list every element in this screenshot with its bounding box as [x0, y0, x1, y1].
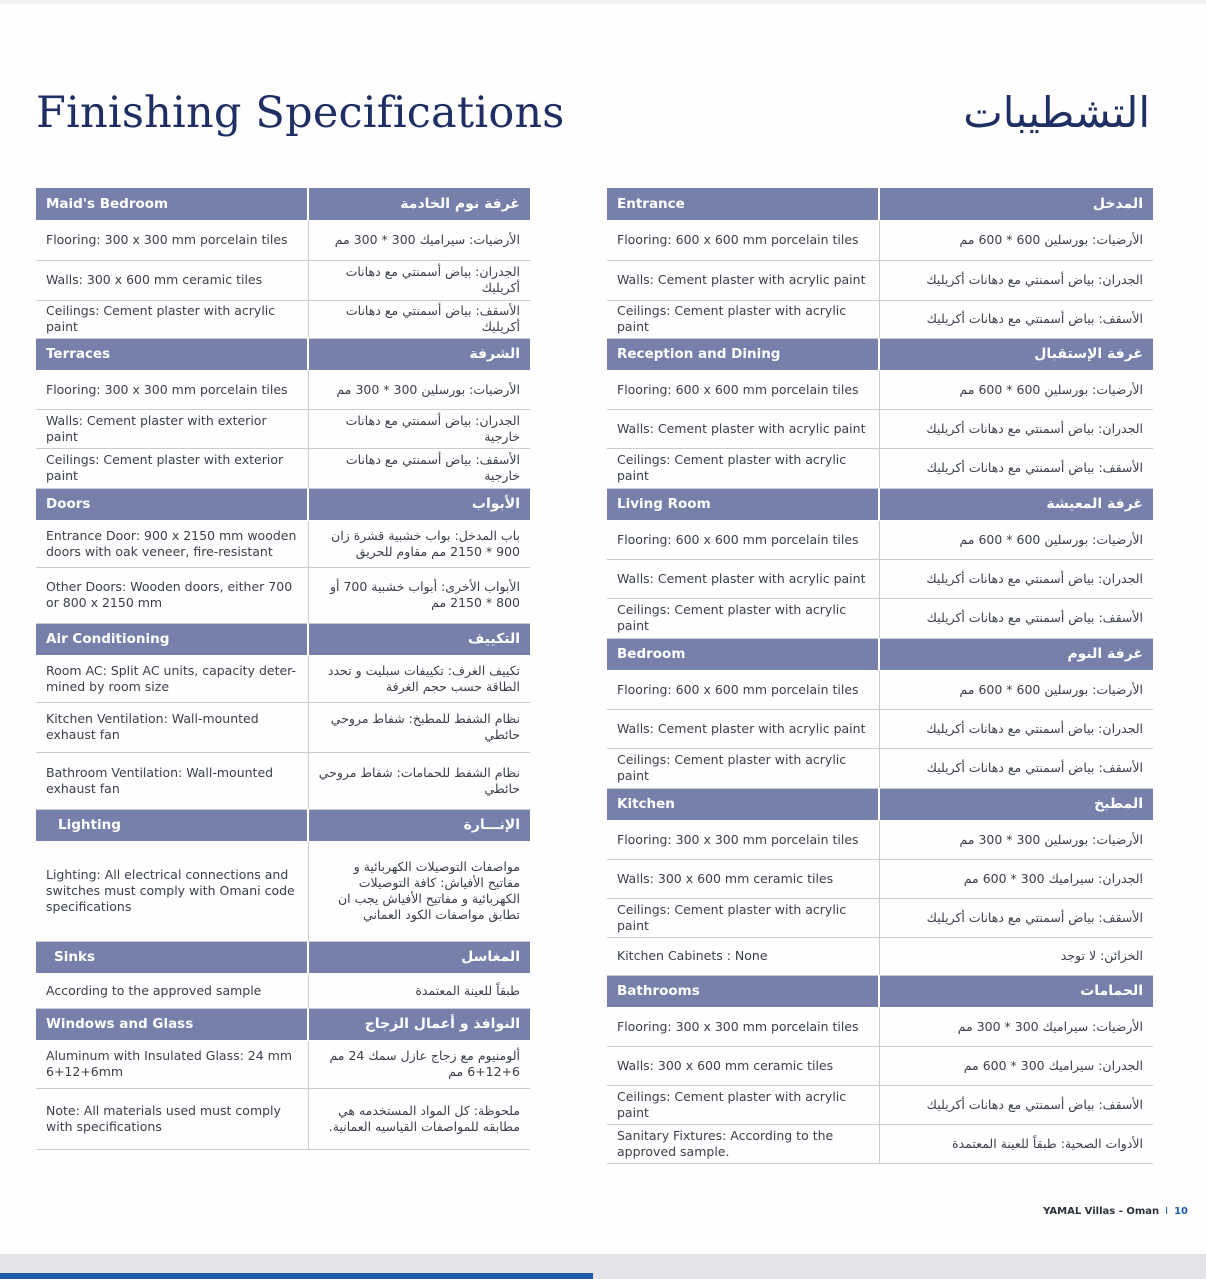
spec-cell-en: Walls: Cement plaster with acrylic paint — [607, 409, 879, 448]
spec-cell-en: Room AC: Split AC units, capacity deter-mined by room size — [36, 655, 308, 702]
page-title-arabic: التشطيبات — [963, 88, 1150, 137]
spec-cell-en: Ceilings: Cement plaster with acrylic paint — [607, 448, 879, 488]
spec-row — [607, 260, 1153, 300]
spec-cell-en: Ceilings: Cement plaster with acrylic paint — [607, 300, 879, 338]
spec-cell-ar: الأبواب الأخرى: أبواب خشبية 700 أو 800 * 2150 مم — [308, 567, 530, 623]
spec-cell-en: Ceilings: Cement plaster with acrylic paint — [607, 748, 879, 788]
spec-cell-en: Sanitary Fixtures: According to the approved sample. — [607, 1124, 879, 1163]
spec-cell-en: Bathroom Ventilation: Wall-mounted exhaust fan — [36, 752, 308, 809]
spec-row — [36, 300, 530, 338]
section-header-en: Doors — [36, 488, 308, 520]
page-title-english: Finishing Specifications — [36, 88, 565, 138]
spec-cell-ar: الجدران: سيراميك 300 * 600 مم — [879, 1046, 1153, 1085]
spec-row — [607, 1124, 1153, 1163]
spec-cell-en: Aluminum with Insulated Glass: 24 mm 6+12+6mm — [36, 1040, 308, 1088]
bottom-accent-bar — [0, 1273, 593, 1279]
spec-row — [36, 1040, 530, 1088]
spec-cell-ar: الجدران: بياض أسمنتي مع دهانات خارجية — [308, 409, 530, 448]
section-header-ar: المدخل — [879, 188, 1153, 220]
spec-cell-en: Walls: Cement plaster with acrylic paint — [607, 260, 879, 300]
spec-cell-en: Lighting: All electrical connections and switches must comply with Omani code specifications — [36, 841, 308, 941]
section-header-ar: الإنـــارة — [308, 809, 530, 841]
spec-cell-ar: الجدران: بياض أسمنتي مع دهانات أكريليك — [879, 260, 1153, 300]
spec-row — [607, 520, 1153, 559]
spec-cell-en: Other Doors: Wooden doors, either 700 or 800 x 2150 mm — [36, 567, 308, 623]
spec-cell-ar: الأسقف: بياض أسمنتي مع دهانات خارجية — [308, 448, 530, 488]
page-number: 10 — [1174, 1206, 1188, 1217]
section-header — [36, 1008, 530, 1040]
right-spec-table — [607, 188, 1153, 1164]
spec-cell-en: Walls: Cement plaster with acrylic paint — [607, 709, 879, 748]
footer-brand-text: YAMAL Villas - Oman — [1043, 1206, 1160, 1217]
spec-cell-en: Walls: Cement plaster with acrylic paint — [607, 559, 879, 598]
spec-cell-en: Flooring: 600 x 600 mm porcelain tiles — [607, 520, 879, 559]
spec-cell-ar: الأدوات الصحية: طبقاً للعينة المعتمدة — [879, 1124, 1153, 1163]
section-header-en: Terraces — [36, 338, 308, 370]
section-header-en: Maid's Bedroom — [36, 188, 308, 220]
spec-cell-ar: الأسقف: بياض أسمنتي مع دهانات أكريليك — [879, 448, 1153, 488]
spec-cell-ar: الأرضيات: بورسلين 600 * 600 مم — [879, 520, 1153, 559]
footer-brand — [1043, 1206, 1188, 1217]
spec-cell-ar: نظام الشفط للحمامات: شفاط مروحي حائطي — [308, 752, 530, 809]
spec-row — [607, 898, 1153, 937]
spec-cell-ar: الجدران: بياض أسمنتي مع دهانات أكريليك — [308, 260, 530, 300]
spec-row — [36, 409, 530, 448]
spec-cell-en: Flooring: 300 x 300 mm porcelain tiles — [36, 220, 308, 260]
section-header-en: Entrance — [607, 188, 879, 220]
spec-row — [607, 559, 1153, 598]
spec-cell-ar: الجدران: بياض أسمنتي مع دهانات أكريليك — [879, 709, 1153, 748]
spec-row — [607, 1085, 1153, 1124]
spec-row — [607, 1007, 1153, 1046]
spec-cell-ar: الخزائن: لا توجد — [879, 937, 1153, 975]
section-header-ar: المطبخ — [879, 788, 1153, 820]
spec-cell-ar: الجدران: سيراميك 300 * 600 مم — [879, 859, 1153, 898]
spec-row — [36, 841, 530, 941]
section-header-en: Living Room — [607, 488, 879, 520]
spec-row — [607, 859, 1153, 898]
spec-cell-ar: الأسقف: بياض أسمنتي مع دهانات أكريليك — [879, 598, 1153, 638]
spec-row — [36, 655, 530, 702]
spec-cell-ar: الأرضيات: بورسلين 600 * 600 مم — [879, 220, 1153, 260]
spec-row — [36, 1088, 530, 1149]
spec-cell-ar: الأرضيات: بورسلين 600 * 600 مم — [879, 370, 1153, 409]
spec-cell-en: Kitchen Cabinets : None — [607, 937, 879, 975]
spec-cell-en: Flooring: 600 x 600 mm porcelain tiles — [607, 670, 879, 709]
spec-cell-ar: الأرضيات: بورسلين 600 * 600 مم — [879, 670, 1153, 709]
section-header-en: Reception and Dining — [607, 338, 879, 370]
spec-row — [607, 820, 1153, 859]
section-header-en: Bedroom — [607, 638, 879, 670]
spec-cell-en: Entrance Door: 900 x 2150 mm wooden doors with oak veneer, fire-resistant — [36, 520, 308, 567]
spec-cell-ar: الأسقف: بياض أسمنتي مع دهانات أكريليك — [879, 300, 1153, 338]
spec-row — [36, 520, 530, 567]
section-header — [607, 788, 1153, 820]
section-header-ar: غرفة النوم — [879, 638, 1153, 670]
spec-cell-ar: الأسقف: بياض أسمنتي مع دهانات أكريليك — [879, 748, 1153, 788]
section-header — [36, 809, 530, 841]
spec-cell-ar: طبقاً للعينة المعتمدة — [308, 973, 530, 1008]
section-header-ar: المغاسل — [308, 941, 530, 973]
spec-cell-ar: الأسقف: بياض أسمنتي مع دهانات أكريليك — [308, 300, 530, 338]
spec-cell-en: According to the approved sample — [36, 973, 308, 1008]
section-header — [36, 941, 530, 973]
section-header-en: Windows and Glass — [36, 1008, 308, 1040]
section-header-ar: غرفة المعيشة — [879, 488, 1153, 520]
section-header — [607, 188, 1153, 220]
spec-cell-en: Flooring: 300 x 300 mm porcelain tiles — [607, 1007, 879, 1046]
spec-row — [36, 702, 530, 752]
spec-cell-ar: الأرضيات: بورسلين 300 * 300 مم — [308, 370, 530, 409]
spec-row — [36, 973, 530, 1008]
section-header-en: Bathrooms — [607, 975, 879, 1007]
section-header-ar: الحمامات — [879, 975, 1153, 1007]
spec-cell-en: Flooring: 600 x 600 mm porcelain tiles — [607, 220, 879, 260]
spec-cell-ar: تكييف الغرف: تكييفات سبليت و تحدد الطاقة حسب حجم الغرفة — [308, 655, 530, 702]
spec-row — [607, 300, 1153, 338]
spec-cell-en: Walls: 300 x 600 mm ceramic tiles — [607, 1046, 879, 1085]
section-header-en: Air Conditioning — [36, 623, 308, 655]
left-spec-table — [36, 188, 530, 1150]
spec-cell-en: Ceilings: Cement plaster with acrylic paint — [607, 898, 879, 937]
spec-cell-ar: نظام الشفط للمطبخ: شفاط مروحي حائطي — [308, 702, 530, 752]
spec-row — [607, 409, 1153, 448]
spec-row — [607, 598, 1153, 638]
section-header-en: Kitchen — [607, 788, 879, 820]
spec-cell-en: Walls: 300 x 600 mm ceramic tiles — [36, 260, 308, 300]
spec-cell-ar: ألومنيوم مع زجاج عازل سمك 24 مم 6+12+6 مم — [308, 1040, 530, 1088]
spec-cell-en: Note: All materials used must comply with specifications — [36, 1088, 308, 1149]
spec-cell-ar: الأسقف: بياض أسمنتي مع دهانات أكريليك — [879, 898, 1153, 937]
spec-cell-ar: الأرضيات: سيراميك 300 * 300 مم — [879, 1007, 1153, 1046]
section-header-ar: الأبواب — [308, 488, 530, 520]
spec-cell-en: Ceilings: Cement plaster with acrylic paint — [36, 300, 308, 338]
spec-row — [36, 448, 530, 488]
spec-row — [607, 937, 1153, 975]
section-header — [607, 338, 1153, 370]
section-header-ar: الشرفة — [308, 338, 530, 370]
footer-separator: I — [1165, 1206, 1169, 1217]
spec-cell-en: Flooring: 300 x 300 mm porcelain tiles — [607, 820, 879, 859]
spec-row — [36, 370, 530, 409]
spec-cell-ar: الأسقف: بياض أسمنتي مع دهانات أكريليك — [879, 1085, 1153, 1124]
spec-row — [36, 220, 530, 260]
section-header-ar: النوافذ و أعمال الزجاج — [308, 1008, 530, 1040]
spec-cell-ar: الأرضيات: سيراميك 300 * 300 مم — [308, 220, 530, 260]
spec-cell-en: Ceilings: Cement plaster with exterior paint — [36, 448, 308, 488]
spec-cell-ar: الجدران: بياض أسمنتي مع دهانات أكريليك — [879, 559, 1153, 598]
spec-cell-ar: الأرضيات: بورسلين 300 * 300 مم — [879, 820, 1153, 859]
spec-cell-en: Walls: 300 x 600 mm ceramic tiles — [607, 859, 879, 898]
spec-row — [607, 448, 1153, 488]
section-header-ar: غرفة الإستقبال — [879, 338, 1153, 370]
section-header — [36, 623, 530, 655]
spec-cell-ar: باب المدخل: بواب خشبية قشرة زان 900 * 2150 مم مقاوم للحريق — [308, 520, 530, 567]
spec-row — [607, 220, 1153, 260]
section-header-ar: التكييف — [308, 623, 530, 655]
section-header-en: Sinks — [36, 941, 308, 973]
spec-row — [36, 260, 530, 300]
spec-cell-en: Ceilings: Cement plaster with acrylic paint — [607, 1085, 879, 1124]
spec-cell-en: Flooring: 300 x 300 mm porcelain tiles — [36, 370, 308, 409]
section-header — [36, 338, 530, 370]
spec-row — [607, 670, 1153, 709]
section-header — [607, 638, 1153, 670]
top-rule — [0, 0, 1206, 4]
spec-row — [36, 567, 530, 623]
spec-cell-en: Kitchen Ventilation: Wall-mounted exhaust fan — [36, 702, 308, 752]
spec-cell-ar: الجدران: بياض أسمنتي مع دهانات أكريليك — [879, 409, 1153, 448]
spec-cell-en: Flooring: 600 x 600 mm porcelain tiles — [607, 370, 879, 409]
section-header — [607, 488, 1153, 520]
spec-row — [36, 752, 530, 809]
spec-cell-ar: ملحوظة: كل المواد المستخدمه هي مطابقه للمواصفات القياسيه العمانية. — [308, 1088, 530, 1149]
spec-cell-en: Walls: Cement plaster with exterior paint — [36, 409, 308, 448]
spec-row — [607, 709, 1153, 748]
section-header-ar: غرفة نوم الخادمة — [308, 188, 530, 220]
spec-cell-ar: مواصفات التوصيلات الكهربائية و مفاتيح الأفياش: كافة التوصيلات الكهربائية و مفاتيح الأفياش يجب ان تطابق مواصفات الكود العماني — [308, 841, 530, 941]
section-header — [607, 975, 1153, 1007]
section-header — [36, 488, 530, 520]
spec-row — [607, 370, 1153, 409]
spec-row — [607, 1046, 1153, 1085]
section-header-en: Lighting — [36, 809, 308, 841]
spec-row — [607, 748, 1153, 788]
section-header — [36, 188, 530, 220]
spec-cell-en: Ceilings: Cement plaster with acrylic paint — [607, 598, 879, 638]
